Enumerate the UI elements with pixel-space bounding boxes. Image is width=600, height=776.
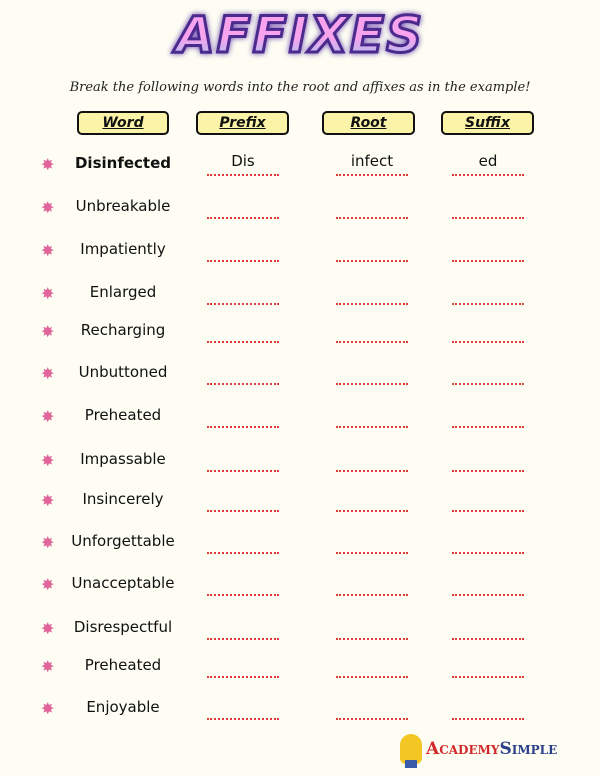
root-answer-line xyxy=(336,676,408,678)
pink-star-icon: ✸ xyxy=(41,407,55,426)
word-row xyxy=(0,197,600,227)
root-answer[interactable] xyxy=(336,281,408,299)
word-label: Disinfected xyxy=(74,154,171,172)
suffix-answer[interactable] xyxy=(452,361,524,379)
prefix-answer[interactable] xyxy=(207,319,279,337)
academysimple-logo xyxy=(400,734,557,764)
root-answer[interactable] xyxy=(336,319,408,337)
pink-star-icon: ✸ xyxy=(41,619,55,638)
pink-star-icon: ✸ xyxy=(41,491,55,510)
header-suffix: Suffix xyxy=(441,111,534,135)
suffix-answer-line xyxy=(452,217,524,219)
suffix-answer[interactable] xyxy=(452,195,524,213)
word-label: Unacceptable xyxy=(71,574,175,592)
root-answer[interactable]: infect xyxy=(350,152,394,170)
prefix-answer-line xyxy=(207,718,279,720)
root-answer-line xyxy=(336,260,408,262)
suffix-answer-line xyxy=(452,510,524,512)
prefix-answer[interactable] xyxy=(207,696,279,714)
prefix-answer[interactable] xyxy=(207,281,279,299)
worksheet-title: AFFIXES xyxy=(170,2,430,68)
word-row xyxy=(0,154,600,184)
suffix-answer[interactable] xyxy=(452,404,524,422)
suffix-answer-line xyxy=(452,638,524,640)
suffix-answer-line xyxy=(452,594,524,596)
root-answer[interactable] xyxy=(336,654,408,672)
prefix-answer[interactable] xyxy=(207,616,279,634)
suffix-answer-line xyxy=(452,341,524,343)
root-answer[interactable] xyxy=(336,361,408,379)
suffix-answer[interactable] xyxy=(452,530,524,548)
prefix-answer-line xyxy=(207,217,279,219)
pink-star-icon: ✸ xyxy=(41,699,55,718)
prefix-answer-line xyxy=(207,470,279,472)
word-row xyxy=(0,363,600,393)
suffix-answer-line xyxy=(452,426,524,428)
root-answer-line xyxy=(336,217,408,219)
root-answer[interactable] xyxy=(336,530,408,548)
suffix-answer[interactable] xyxy=(452,319,524,337)
suffix-answer-line xyxy=(452,718,524,720)
root-answer-line xyxy=(336,718,408,720)
suffix-answer[interactable] xyxy=(452,654,524,672)
prefix-answer[interactable] xyxy=(207,238,279,256)
pink-star-icon: ✸ xyxy=(41,241,55,260)
root-answer[interactable] xyxy=(336,488,408,506)
suffix-answer[interactable]: ed xyxy=(478,152,498,170)
prefix-answer-line xyxy=(207,174,279,176)
word-label: Unbuttoned xyxy=(78,363,168,381)
word-row xyxy=(0,574,600,604)
pink-star-icon: ✸ xyxy=(41,533,55,552)
word-row xyxy=(0,490,600,520)
pink-star-icon: ✸ xyxy=(41,364,55,383)
prefix-answer-line xyxy=(207,676,279,678)
word-label: Impassable xyxy=(80,450,166,468)
prefix-answer[interactable] xyxy=(207,195,279,213)
suffix-answer-line xyxy=(452,174,524,176)
root-answer[interactable] xyxy=(336,195,408,213)
suffix-answer-line xyxy=(452,303,524,305)
header-prefix: Prefix xyxy=(196,111,289,135)
root-answer-line xyxy=(336,552,408,554)
root-answer-line xyxy=(336,303,408,305)
word-label: Impatiently xyxy=(80,240,166,258)
root-answer-line xyxy=(336,174,408,176)
root-answer-line xyxy=(336,510,408,512)
word-row xyxy=(0,240,600,270)
pink-star-icon: ✸ xyxy=(41,155,55,174)
word-label: Enlarged xyxy=(89,283,157,301)
word-row xyxy=(0,450,600,480)
root-answer-line xyxy=(336,341,408,343)
suffix-answer[interactable] xyxy=(452,696,524,714)
suffix-answer-line xyxy=(452,676,524,678)
root-answer-line xyxy=(336,383,408,385)
suffix-answer[interactable] xyxy=(452,448,524,466)
word-row xyxy=(0,698,600,728)
prefix-answer-line xyxy=(207,260,279,262)
pink-star-icon: ✸ xyxy=(41,198,55,217)
instructions: Break the following words into the root and affixes as in the example! xyxy=(69,80,531,95)
pink-star-icon: ✸ xyxy=(41,657,55,676)
suffix-answer[interactable] xyxy=(452,238,524,256)
prefix-answer[interactable] xyxy=(207,572,279,590)
word-label: Unforgettable xyxy=(71,532,175,550)
prefix-answer-line xyxy=(207,552,279,554)
word-label: Preheated xyxy=(84,656,162,674)
suffix-answer-line xyxy=(452,552,524,554)
root-answer[interactable] xyxy=(336,696,408,714)
pink-star-icon: ✸ xyxy=(41,284,55,303)
prefix-answer-line xyxy=(207,303,279,305)
suffix-answer[interactable] xyxy=(452,281,524,299)
prefix-answer[interactable] xyxy=(207,361,279,379)
suffix-answer-line xyxy=(452,260,524,262)
pink-star-icon: ✸ xyxy=(41,322,55,341)
lightbulb-icon xyxy=(400,734,422,764)
prefix-answer[interactable] xyxy=(207,488,279,506)
pink-star-icon: ✸ xyxy=(41,575,55,594)
word-row xyxy=(0,656,600,686)
root-answer[interactable] xyxy=(336,572,408,590)
word-label: Enjoyable xyxy=(86,698,160,716)
prefix-answer-line xyxy=(207,510,279,512)
prefix-answer-line xyxy=(207,426,279,428)
root-answer-line xyxy=(336,470,408,472)
suffix-answer[interactable] xyxy=(452,616,524,634)
prefix-answer[interactable] xyxy=(207,530,279,548)
word-label: Recharging xyxy=(80,321,166,339)
root-answer-line xyxy=(336,638,408,640)
prefix-answer-line xyxy=(207,341,279,343)
suffix-answer[interactable] xyxy=(452,488,524,506)
root-answer[interactable] xyxy=(336,404,408,422)
prefix-answer[interactable] xyxy=(207,448,279,466)
root-answer[interactable] xyxy=(336,238,408,256)
header-word: Word xyxy=(77,111,169,135)
word-row xyxy=(0,618,600,648)
pink-star-icon: ✸ xyxy=(41,451,55,470)
prefix-answer-line xyxy=(207,594,279,596)
prefix-answer[interactable] xyxy=(207,654,279,672)
word-row xyxy=(0,532,600,562)
prefix-answer-line xyxy=(207,383,279,385)
word-label: Insincerely xyxy=(82,490,164,508)
word-row xyxy=(0,321,600,351)
header-root: Root xyxy=(322,111,415,135)
root-answer[interactable] xyxy=(336,616,408,634)
word-label: Preheated xyxy=(84,406,162,424)
prefix-answer[interactable] xyxy=(207,404,279,422)
logo-text-academy: Academy xyxy=(426,739,500,759)
word-row xyxy=(0,406,600,436)
suffix-answer-line xyxy=(452,383,524,385)
word-label: Unbreakable xyxy=(75,197,171,215)
prefix-answer[interactable]: Dis xyxy=(231,152,255,170)
root-answer[interactable] xyxy=(336,448,408,466)
word-row xyxy=(0,283,600,313)
logo-text-simple: Simple xyxy=(499,739,558,759)
root-answer-line xyxy=(336,426,408,428)
suffix-answer-line xyxy=(452,470,524,472)
word-label: Disrespectful xyxy=(73,618,173,636)
root-answer-line xyxy=(336,594,408,596)
prefix-answer-line xyxy=(207,638,279,640)
suffix-answer[interactable] xyxy=(452,572,524,590)
